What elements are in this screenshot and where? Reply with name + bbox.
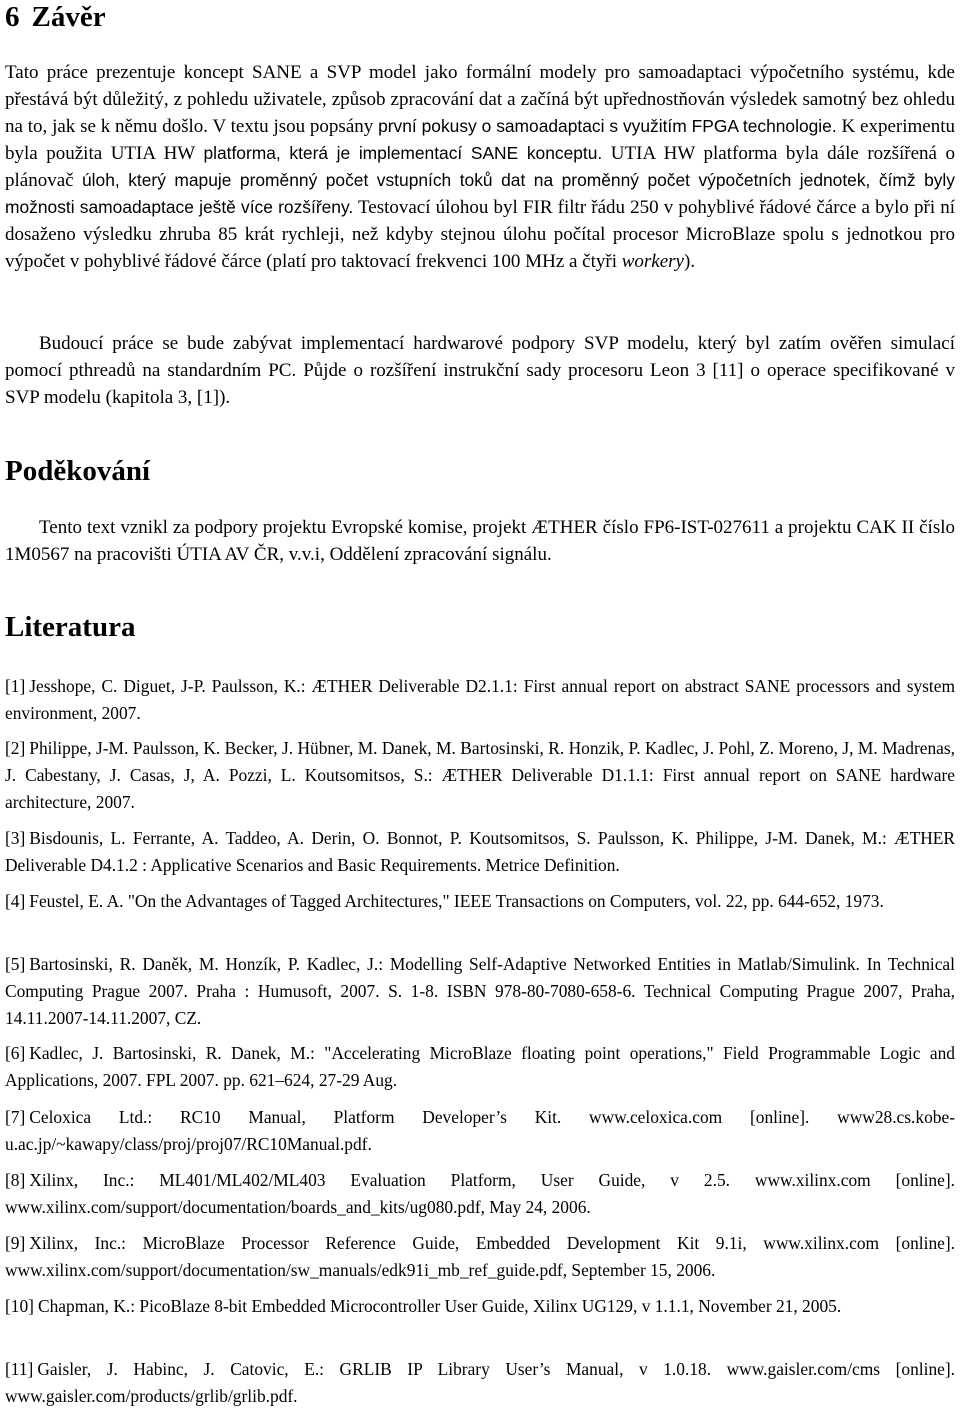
reference-text: Gaisler, J. Habinc, J. Catovic, E.: GRLIB IP Library User’s Manual, v 1.0.18. www.gaisler.com/cms [online]. www.gaisler.com/products/grlib/grlib.pdf. bbox=[5, 1359, 955, 1406]
reference-item bbox=[5, 825, 955, 879]
reference-text: Kadlec, J. Bartosinski, R. Danek, M.: "Accelerating MicroBlaze floating point operations," Field Programmable Logic and Applications, 2007. FPL 2007. pp. 621–624, 27-29 Aug. bbox=[5, 1043, 955, 1090]
reference-item bbox=[5, 673, 955, 727]
reference-text: Celoxica Ltd.: RC10 Manual, Platform Developer’s Kit. www.celoxica.com [online]. www28.cs.kobe-u.ac.jp/~kawapy/class/proj/proj07/RC10Manual.pdf. bbox=[5, 1107, 955, 1154]
reference-number: [10] bbox=[5, 1296, 34, 1316]
reference-number: [6] bbox=[5, 1043, 26, 1063]
reference-number: [1] bbox=[5, 676, 26, 696]
reference-item bbox=[5, 1356, 955, 1410]
reference-number: [3] bbox=[5, 828, 26, 848]
para1-text-b: první pokusy o samoadaptaci s využitím FPGA technologie. bbox=[378, 116, 837, 136]
para1-text-end: ). bbox=[684, 251, 696, 272]
reference-number: [7] bbox=[5, 1107, 26, 1127]
reference-item bbox=[5, 735, 955, 816]
para1-text-f: úloh, který mapuje proměnný počet vstupních toků dat na proměnný počet výpočetních jednotek, čímž byly možnosti samoadaptace ještě více rozšířeny. bbox=[5, 170, 955, 217]
reference-item bbox=[5, 1167, 955, 1221]
acknowledgement-heading: Poděkování bbox=[5, 455, 151, 487]
conclusion-paragraph-2: Budoucí práce se bude zabývat implementací hardwarové podpory SVP modelu, který byl zatím ověřen simulací pomocí pthreadů na standardním PC. Půjde o rozšíření instrukční sady procesoru Leon 3 [11] o operace specifikované v SVP modelu (kapitola 3, [1]). bbox=[5, 333, 955, 408]
para1-text-g: Testovací úlohou byl FIR filtr řádu 250 v pohyblivé řádové čárce a bylo při ní dosaženo výsledku zhruba 85 krát rychleji, než kdyby stejnou úlohu počítal procesor MicroBlaze spolu s jednotkou pro výpočet v pohyblivé řádové čárce (platí pro taktovací frekvenci 100 MHz a čtyři bbox=[5, 197, 956, 272]
para1-text-workery: workery bbox=[621, 251, 684, 272]
reference-number: [8] bbox=[5, 1170, 26, 1190]
para1-text-d: platforma, která je implementací SANE konceptu. bbox=[203, 143, 603, 163]
reference-text: Feustel, E. A. "On the Advantages of Tagged Architectures," IEEE Transactions on Computers, vol. 22, pp. 644-652, 1973. bbox=[29, 891, 884, 911]
reference-text: Bisdounis, L. Ferrante, A. Taddeo, A. Derin, O. Bonnot, P. Koutsomitsos, S. Paulsson, K. Philippe, J-M. Danek, M.: ÆTHER Deliverable D4.1.2 : Applicative Scenarios and Basic Requirements. Metrice Definition. bbox=[5, 828, 955, 875]
reference-number: [9] bbox=[5, 1233, 26, 1253]
reference-item bbox=[5, 1230, 955, 1284]
section-title: Závěr bbox=[31, 1, 106, 33]
para1-text-a: Tato práce prezentuje koncept SANE a SVP model jako formální modely pro samoadaptaci výpočetního systému, kde přestává být důležitý, z pohledu uživatele, způsob zpracování dat a začíná být upřednostňován výsledek samotný bez ohledu na to, jak se k němu došlo. V textu jsou popsány bbox=[5, 62, 955, 137]
conclusion-paragraph-1 bbox=[5, 59, 955, 275]
acknowledgement-text: Tento text vznikl za podpory projektu Evropské komise, projekt ÆTHER číslo FP6-IST-027611 a projektu CAK II číslo 1M0567 na pracovišti ÚTIA AV ČR, v.v.i, Oddělení zpracování signálu. bbox=[5, 517, 955, 565]
para1-text-e: UTIA HW platforma byla dále rozšířená o plánovač bbox=[5, 143, 955, 191]
section-heading bbox=[5, 2, 955, 32]
literature-heading: Literatura bbox=[5, 611, 136, 643]
reference-item bbox=[5, 951, 955, 1032]
reference-number: [11] bbox=[5, 1359, 34, 1379]
para1-text-c: K experimentu byla použita UTIA HW bbox=[5, 116, 955, 164]
reference-number: [5] bbox=[5, 954, 26, 974]
reference-number: [4] bbox=[5, 891, 26, 911]
reference-text: Chapman, K.: PicoBlaze 8-bit Embedded Microcontroller User Guide, Xilinx UG129, v 1.1.1, November 21, 2005. bbox=[37, 1296, 842, 1316]
section-number: 6 bbox=[5, 1, 20, 33]
reference-item bbox=[5, 1040, 955, 1094]
reference-item bbox=[5, 888, 955, 915]
reference-text: Philippe, J-M. Paulsson, K. Becker, J. Hübner, M. Danek, M. Bartosinski, R. Honzik, P. Kadlec, J. Pohl, Z. Moreno, J, M. Madrenas, J. Cabestany, J. Casas, J, A. Pozzi, L. Koutsomitsos, S.: ÆTHER Deliverable D1.1.1: First annual report on SANE hardware architecture, 2007. bbox=[5, 738, 955, 812]
reference-text: Jesshope, C. Diguet, J-P. Paulsson, K.: ÆTHER Deliverable D2.1.1: First annual report on abstract SANE processors and system environment, 2007. bbox=[5, 676, 955, 723]
reference-item bbox=[5, 1104, 955, 1158]
reference-text: Bartosinski, R. Daněk, M. Honzík, P. Kadlec, J.: Modelling Self-Adaptive Networked Entities in Matlab/Simulink. In Technical Computing Prague 2007. Praha : Humusoft, 2007. S. 1-8. ISBN 978-80-7080-658-6. Technical Computing Prague 2007, Praha, 14.11.2007-14.11.2007, CZ. bbox=[5, 954, 955, 1028]
reference-item bbox=[5, 1293, 955, 1320]
reference-text: Xilinx, Inc.: ML401/ML402/ML403 Evaluation Platform, User Guide, v 2.5. www.xilinx.com [online]. www.xilinx.com/support/documentation/boards_and_kits/ug080.pdf, May 24, 2006. bbox=[5, 1170, 955, 1217]
reference-text: Xilinx, Inc.: MicroBlaze Processor Reference Guide, Embedded Development Kit 9.1i, www.xilinx.com [online]. www.xilinx.com/support/documentation/sw_manuals/edk91i_mb_ref_guide.pdf, September 15, 2006. bbox=[5, 1233, 955, 1280]
reference-number: [2] bbox=[5, 738, 26, 758]
